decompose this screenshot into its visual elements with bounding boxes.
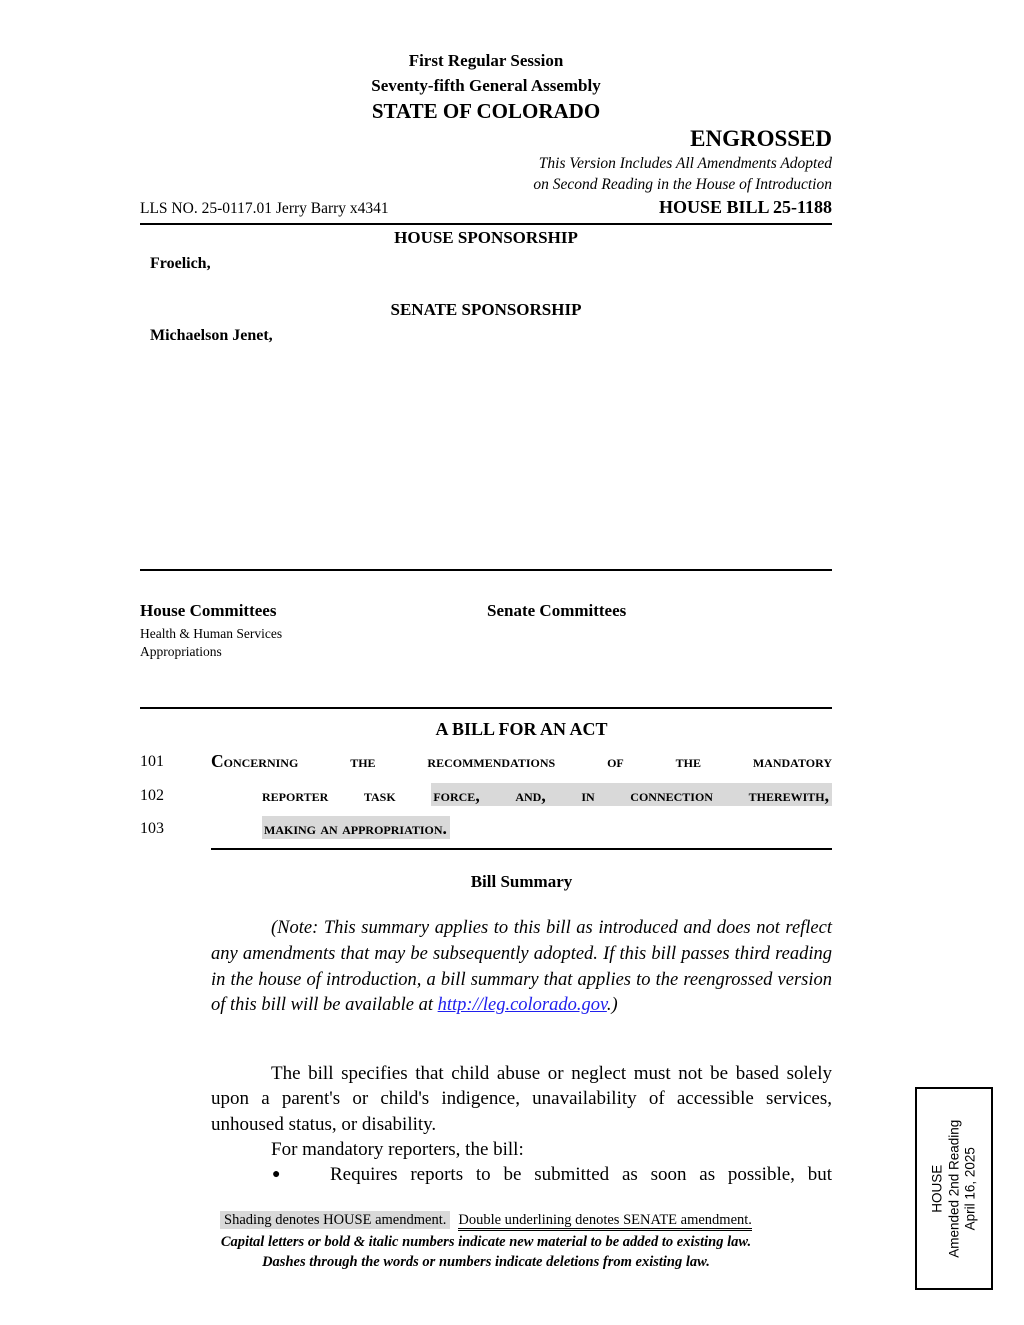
house-committees-heading: House Committees — [140, 601, 277, 620]
reading-status-stamp — [915, 1087, 993, 1290]
stamp-text — [929, 1119, 979, 1257]
summary-bullet-item — [211, 1162, 832, 1187]
act-line-101 — [140, 745, 832, 779]
act-top-divider — [140, 707, 832, 709]
engrossed-note-line-2: on Second Reading in the House of Introduction — [533, 176, 832, 193]
act-line-text — [211, 812, 832, 846]
lls-number: LLS NO. 25-0117.01 Jerry Barry x4341 — [140, 200, 389, 217]
leg-colorado-gov-link[interactable]: http://leg.colorado.gov — [437, 995, 607, 1016]
engrossed-note-line-1: This Version Includes All Amendments Adopted — [538, 155, 832, 172]
summary-note-closing: .) — [606, 995, 618, 1016]
line-number: 101 — [140, 753, 164, 770]
act-line-text — [211, 745, 832, 779]
stamp-date: April 16, 2025 — [962, 1146, 978, 1231]
bullet-icon: ● — [272, 1167, 281, 1183]
lls-row — [140, 196, 832, 220]
act-bottom-divider — [211, 848, 832, 850]
house-sponsorship-heading: HOUSE SPONSORSHIP — [394, 228, 578, 247]
document-header — [140, 48, 832, 225]
legend-line-1 — [140, 1212, 832, 1229]
act-line-102 — [140, 779, 832, 813]
state-title: STATE OF COLORADO — [371, 99, 601, 123]
act-lines — [140, 745, 832, 846]
senate-sponsorship-heading: SENATE SPONSORSHIP — [390, 300, 582, 319]
act-section — [140, 707, 832, 850]
header-divider — [140, 223, 832, 225]
bullet-text: Requires reports to be submitted as soon as possible, but — [330, 1164, 832, 1186]
senate-committees-heading: Senate Committees — [487, 601, 627, 620]
act-line-103 — [140, 812, 832, 846]
act-text-segment: reporter task — [262, 784, 432, 805]
act-text-segment-house-amendment: making an appropriation. — [262, 816, 450, 839]
bill-number: HOUSE BILL 25-1188 — [658, 197, 832, 217]
act-line-text — [211, 779, 832, 813]
senate-sponsors: Michaelson Jenet, — [150, 327, 273, 344]
act-text-segment: Concerning the recommendations of the mandatory — [211, 751, 832, 771]
line-number: 102 — [140, 786, 164, 804]
sponsorship-section — [140, 228, 832, 346]
committees-top-divider — [140, 569, 832, 571]
bill-summary-heading: Bill Summary — [470, 872, 573, 891]
senate-committees-column — [487, 601, 832, 660]
legend-line-3: Dashes through the words or numbers indicate deletions from existing law. — [262, 1253, 710, 1270]
summary-body — [211, 1061, 832, 1187]
committees-row — [140, 601, 832, 660]
committees-section — [140, 569, 832, 660]
assembly-title: Seventy-fifth General Assembly — [371, 76, 601, 95]
act-text-segment-house-amendment: force, and, in connection therewith, — [431, 783, 832, 806]
session-title: First Regular Session — [408, 51, 564, 70]
house-committees-list — [140, 625, 487, 660]
house-committee-item: Health & Human Services — [140, 626, 283, 641]
house-committee-item: Appropriations — [140, 643, 222, 659]
shading-legend: Shading denotes HOUSE amendment. — [220, 1211, 450, 1229]
summary-paragraph-2: For mandatory reporters, the bill: — [271, 1138, 524, 1160]
act-title: A BILL FOR AN ACT — [435, 719, 608, 739]
summary-paragraph-1: The bill specifies that child abuse or neglect must not be based solely upon a parent's or child's indigence, unavailability of accessible services, unhoused status, or disability. — [211, 1063, 832, 1135]
bill-summary-note — [211, 916, 832, 1019]
double-underline-legend: Double underlining denotes SENATE amendment. — [458, 1212, 752, 1231]
amendment-legend-footer — [140, 1212, 832, 1272]
summary-note-text: (Note: This summary applies to this bill as introduced and does not reflect any amendments that may be subsequently adopted. If this bill passes third reading in the house of introduction, a bill summary that applies to the reengrossed version of this bill will be available at — [211, 918, 832, 1016]
house-sponsors: Froelich, — [150, 255, 211, 272]
house-committees-column — [140, 601, 487, 660]
line-number: 103 — [140, 820, 164, 837]
bill-summary-section — [211, 872, 832, 1019]
stamp-chamber: HOUSE — [929, 1164, 945, 1213]
engrossed-label: ENGROSSED — [690, 126, 832, 151]
stamp-status: Amended 2nd Reading — [945, 1119, 961, 1258]
stamp-inner — [917, 1089, 991, 1288]
legend-line-2: Capital letters or bold & italic numbers indicate new material to be added to existing law. — [220, 1234, 752, 1250]
